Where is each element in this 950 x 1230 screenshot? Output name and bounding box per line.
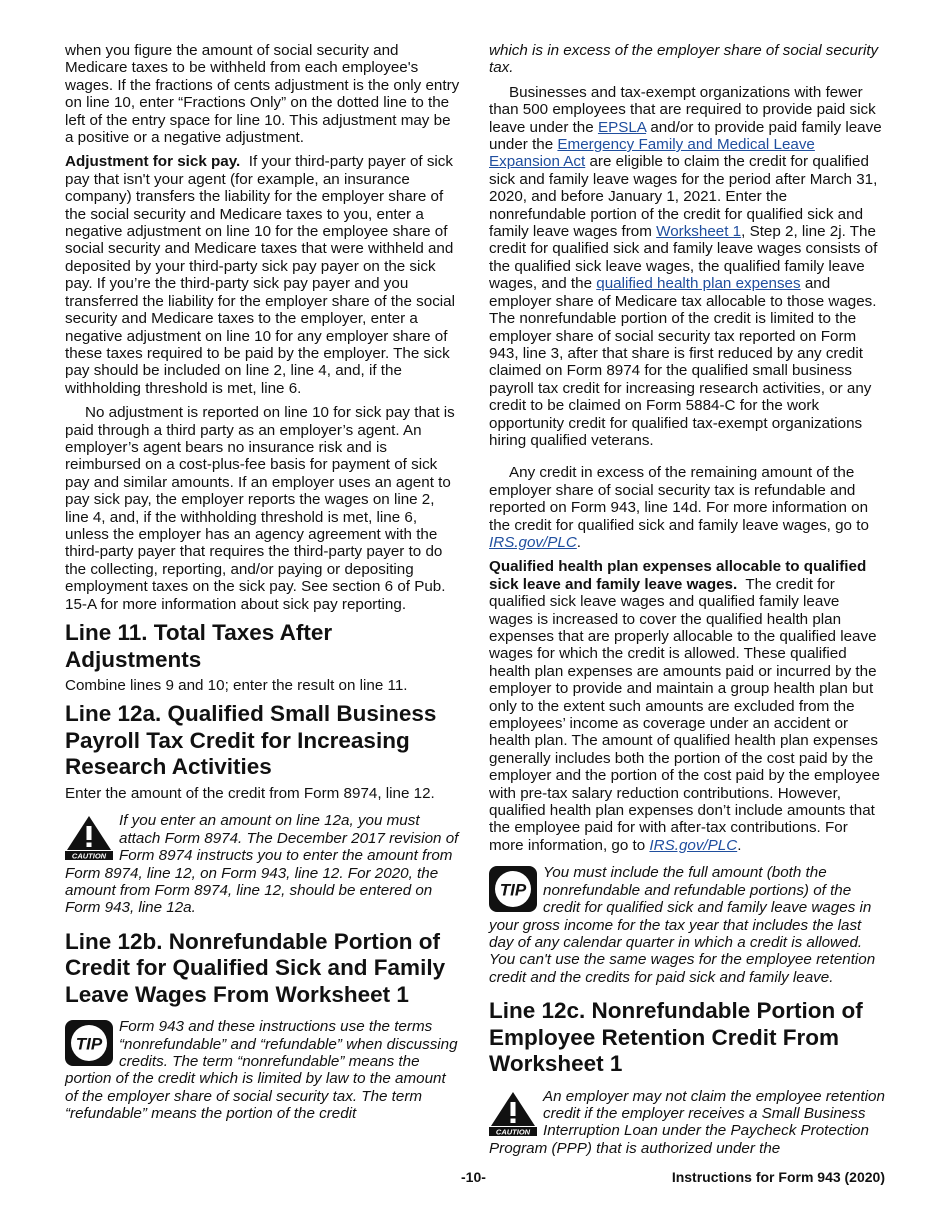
excess-text: Any credit in excess of the remaining amount of the employer share of social security tax is refundable and reported on Form 943, line 14d. For more information on the credit for qualified sick and family leave wages, go to: [489, 464, 869, 534]
paragraph-excess-credit: [489, 464, 885, 551]
paragraph-businesses: [489, 84, 885, 450]
sick-pay-label: Adjustment for sick pay.: [65, 153, 241, 171]
link-epsla[interactable]: EPSLA: [597, 118, 647, 136]
businesses-text-2: and/or to provide paid family leave under the: [489, 118, 882, 154]
qhpe-text: The credit for qualified sick leave wages and qualified family leave wages is increased to cover the qualified health plan expenses that are properly allocable to the qualified leave wages for which the credit is allowed. These qualified health plan expenses are amounts paid or incurred by the employer to provide and maintain a group health plan but only to the extent such amounts are excluded from the employees’ income as coverage under an accident or health plan. The amount of qualified health plan expenses generally includes both the portion of the cost paid by the employer and the portion of the cost paid by the employee with pre-tax salary reduction contributions. However, qualified health plan expenses don’t include amounts that the employee paid for with after-tax contributions. For more information, go to: [489, 575, 880, 854]
tip-text-12b: Form 943 and these instructions use the terms “nonrefundable” and “refundable” when discussing credits. The term “nonrefundable” means the portion of the credit which is limited by law to the amount of the employer share of social security tax. The term “refundable” means the portion of the credit: [65, 1018, 458, 1123]
heading-line-12b: Line 12b. Nonrefundable Portion of Credit for Qualified Sick and Family Leave Wages From Worksheet 1: [65, 928, 446, 1007]
businesses-text-5: and employer share of Medicare tax allocable to those wages. The nonrefundable portion of the credit is limited to the employer share of social security tax reported on Form 943, line 3, after that share is first reduced by any credit claimed on Form 8974 for the qualified small business payroll tax credit for increasing research activities, or any credit to be claimed on Form 5884-C for the work opportunity credit for qualified tax-exempt organizations hiring qualified veterans.: [489, 275, 877, 449]
qhpe-label: Qualified health plan expenses allocable to qualified sick leave and family leave wages.: [489, 558, 867, 593]
paragraph-qhpe: [489, 558, 885, 854]
paragraph-sick-pay: [65, 153, 461, 397]
caution-note-12a: [65, 812, 461, 916]
link-qualified-health-plan-expenses[interactable]: qualified health plan expenses: [596, 275, 801, 293]
tip-icon: [489, 866, 537, 912]
tip-text-income: You must include the full amount (both the nonrefundable and refundable portions) of the credit for qualified sick and family leave wages in your gross income for the tax year that includes the last day of any calendar quarter in which a credit is allowed. You can't use the same wages for the employee retention credit and the credits for paid sick and family leave.: [489, 864, 876, 986]
sick-pay-text: If your third-party payer of sick pay that isn't your agent (for example, an insurance company) transfers the liability for the employer share of the social security and Medicare taxes to you, enter a negative adjustment on line 10 for the employee share of social security and Medicare taxes that were withheld and deposited by your third-party sick pay payer on the sick pay. If you’re the third-party sick pay payer and you transferred the liability for the employer share of the social security and Medicare taxes to the employer, enter a negative adjustment on line 10 for any employer share of these taxes required to be paid by the employer. The sick pay should be included on line 2, line 4, and, if the withholding threshold is met, line 6.: [65, 153, 456, 397]
caution-text-12c: An employer may not claim the employee retention credit if the employer receives a Small Business Interruption Loan under the Paycheck Protection Program (PPP) that is authorized under the: [489, 1087, 885, 1157]
heading-line-12a: Line 12a. Qualified Small Business Payroll Tax Credit for Increasing Research Activities: [65, 701, 437, 780]
left-column: [65, 42, 461, 1135]
excess-end: .: [576, 533, 582, 551]
tip-icon: [65, 1020, 113, 1066]
right-column: [489, 42, 885, 1169]
businesses-text-3: are eligible to claim the credit for qualified sick and family leave wages for the period after March 31, 2020, and before January 1, 2021. Enter the nonrefundable portion of the credit for qualified sick and family leave wages from: [489, 153, 878, 241]
caution-icon: [65, 814, 113, 860]
svg-text:CAUTION: CAUTION: [71, 851, 107, 861]
tip-note-income: [489, 864, 885, 986]
svg-text:TIP: TIP: [75, 1034, 103, 1054]
page-number: -10-: [461, 1169, 486, 1185]
footer-form-title: Instructions for Form 943 (2020): [671, 1169, 885, 1185]
qhpe-end: .: [737, 836, 742, 854]
svg-text:CAUTION: CAUTION: [495, 1127, 531, 1136]
link-irs-plc-2[interactable]: IRS.gov/PLC: [649, 836, 738, 854]
heading-line-11: Line 11. Total Taxes After Adjustments: [65, 620, 333, 672]
caution-text-12a: If you enter an amount on line 12a, you must attach Form 8974. The December 2017 revision of Form 8974 instructs you to enter the amount from Form 8974, line 12, on Form 943, line 12. For 2020, the amount from Form 8974, line 12, should be entered on Form 943, line 12a.: [65, 812, 459, 917]
caution-note-12c: [489, 1088, 885, 1158]
svg-text:TIP: TIP: [499, 880, 527, 900]
paragraph-agent: No adjustment is reported on line 10 for sick pay that is paid through a third party as an employer’s agent. An employer’s agent bears no insurance risk and is reimbursed on a cost-plus-fee basis for payment of sick pay and similar amounts. If an employer uses an agent to pay sick pay, the employer reports the wages on line 2, line 4, and, if the withholding threshold is met, line 6, unless the employer has an agency agreement with the third-party payer that requires the third-party payer to do the collecting, reporting, and/or paying or depositing employment taxes on the sick pay. See section 6 of Pub. 15-A for more information about sick pay reporting.: [65, 404, 455, 613]
link-worksheet-1[interactable]: Worksheet 1: [656, 223, 742, 241]
paragraph-line-11: Combine lines 9 and 10; enter the result on line 11.: [65, 677, 408, 694]
paragraph-line-12a: Enter the amount of the credit from Form 8974, line 12.: [65, 784, 435, 802]
link-irs-plc-1[interactable]: IRS.gov/PLC: [489, 533, 577, 551]
paragraph-fractions: when you figure the amount of social security and Medicare taxes to be withheld from each employee's wages. If the fractions of cents adjustment is the only entry on line 10, enter “Fractions Only” on the dotted line to the left of the entry space for line 10. This adjustment may be a positive or a negative adjustment.: [65, 42, 460, 147]
tip-text-continued: which is in excess of the employer share of social security tax.: [489, 42, 879, 77]
businesses-text-1: Businesses and tax-exempt organizations with fewer than 500 employees that are required to provide paid sick leave under the: [489, 83, 876, 136]
businesses-text-4: , Step 2, line 2j. The credit for qualified sick and family leave wages consists of the qualified sick leave wages, the qualified family leave wages, and the: [489, 223, 878, 293]
heading-line-12c: Line 12c. Nonrefundable Portion of Employee Retention Credit From Worksheet 1: [489, 998, 863, 1077]
tip-note-12b: [65, 1018, 461, 1122]
link-efmlea[interactable]: Emergency Family and Medical Leave Expansion Act: [489, 136, 815, 171]
caution-icon: [489, 1090, 537, 1136]
